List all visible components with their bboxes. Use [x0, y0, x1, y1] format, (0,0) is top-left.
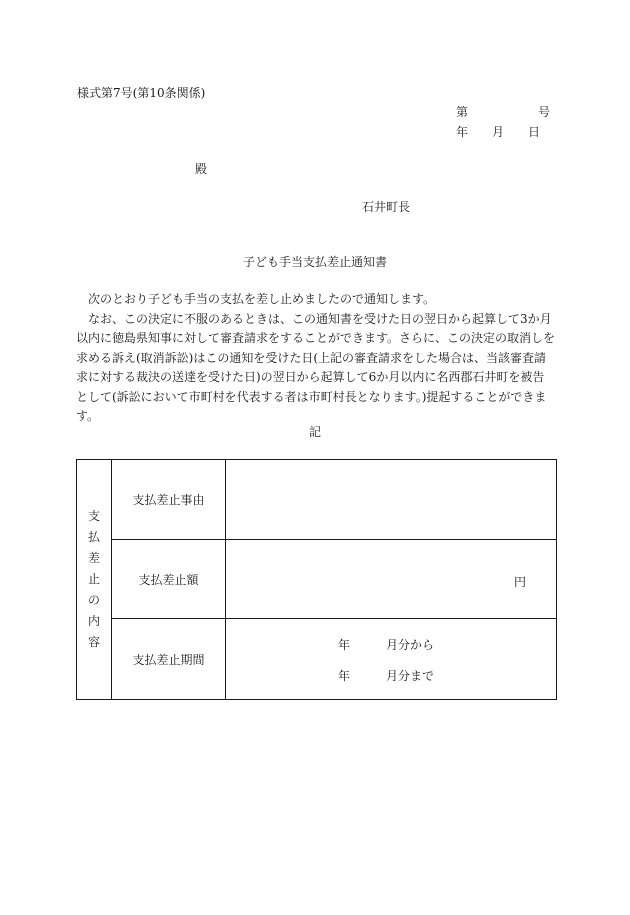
document-title: 子ども手当支払差止通知書 — [242, 255, 387, 269]
issue-date — [456, 123, 540, 140]
reason-field[interactable] — [226, 460, 557, 540]
period-label: 支払差止期間 — [112, 619, 226, 700]
side-label-char: 払 — [87, 530, 100, 544]
side-label-char: 容 — [87, 635, 100, 649]
form-number: 様式第7号(第10条関係) — [77, 86, 206, 100]
ki-heading: 記 — [308, 425, 321, 439]
period-from-row — [338, 636, 434, 653]
period-field[interactable] — [226, 619, 557, 700]
period-from-text: 月分から — [386, 638, 435, 652]
date-day: 日 — [528, 125, 541, 139]
date-month: 月 — [492, 125, 505, 139]
side-label — [77, 460, 112, 700]
amount-field[interactable] — [226, 540, 557, 619]
yen-unit: 円 — [513, 575, 526, 589]
period-to-year: 年 — [338, 669, 351, 683]
notice-paragraph-2: なお、この決定に不服のあるときは、この通知書を受けた日の翌日から起算して3か月以内に徳島県知事に対して審査請求をすることができます。さらに、この決定の取消しを求める訴え(取消訴訟)はこの通知を受けた日(上記の審査請求をした場合は、当該審査請求に対する裁決の送達を受けた日)の翌日から起算して6か月以内に名西郡石井町を被告として(訴訟において市町村を代表する者は市町村長となります。)提起することができます。 — [76, 311, 556, 423]
suspension-details-table — [76, 459, 557, 700]
notice-body — [76, 290, 556, 427]
document-number-suffix: 号 — [538, 105, 551, 119]
reason-label: 支払差止事由 — [112, 460, 226, 540]
side-label-char: 止 — [87, 572, 100, 586]
notice-paragraph-1: 次のとおり子ども手当の支払を差し止めましたので通知します。 — [88, 292, 436, 306]
side-label-char: 差 — [87, 551, 100, 565]
side-label-char: 支 — [87, 509, 100, 523]
issuer: 石井町長 — [362, 200, 411, 214]
date-year: 年 — [456, 125, 469, 139]
document-number — [456, 103, 550, 120]
side-label-char: 内 — [87, 614, 100, 628]
period-to-text: 月分まで — [386, 669, 435, 683]
amount-label: 支払差止額 — [112, 540, 226, 619]
period-from-year: 年 — [338, 638, 351, 652]
side-label-char: の — [87, 593, 100, 607]
document-number-prefix: 第 — [456, 105, 469, 119]
addressee: 殿 — [195, 162, 208, 176]
period-to-row — [338, 667, 434, 684]
